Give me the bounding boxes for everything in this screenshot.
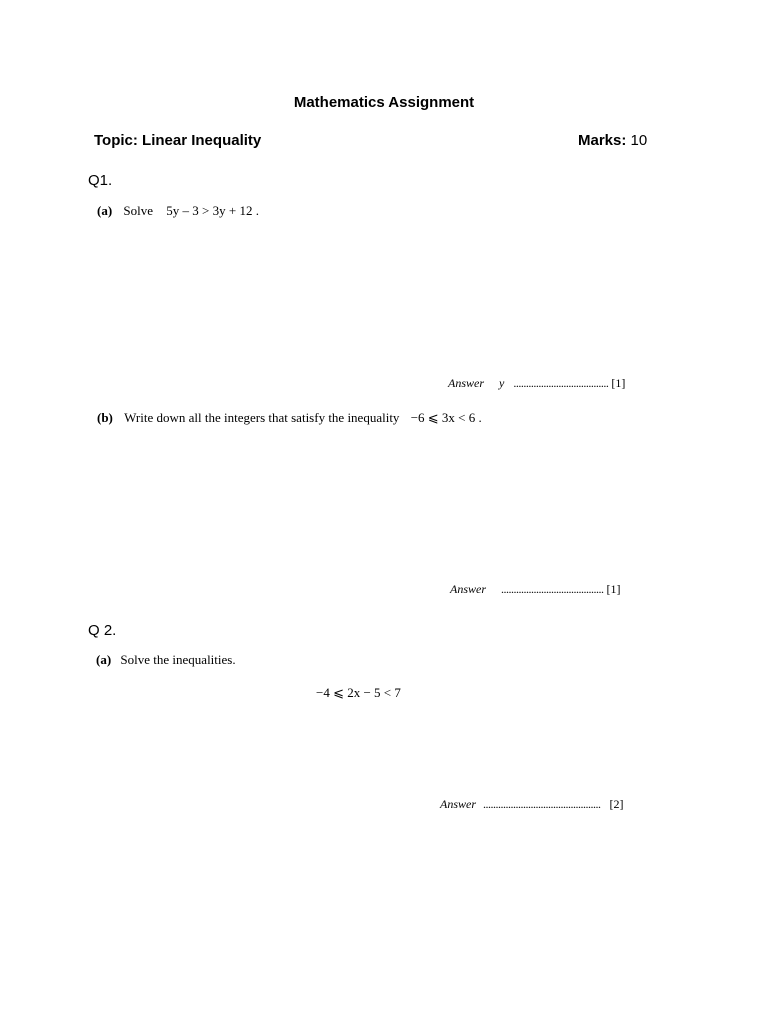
- q2a-answer-blank[interactable]: ...............................................: [483, 797, 601, 811]
- topic-label: Topic: Linear Inequality: [94, 132, 262, 149]
- question-2-label: Q 2.: [88, 622, 117, 639]
- q1a-text: Solve: [123, 203, 154, 218]
- q1a-expression: 5y – 3 > 3y + 12 .: [166, 203, 259, 218]
- marks-label-text: Marks:: [578, 132, 627, 149]
- q2a-expression: −4 ⩽ 2x − 5 < 7: [316, 685, 401, 700]
- q1a-prompt: [97, 203, 259, 219]
- q1b-text: Write down all the integers that satisfy the inequality: [124, 410, 400, 425]
- document-title: Mathematics Assignment: [293, 94, 475, 111]
- q2a-answer-line: [440, 797, 624, 812]
- q1b-expression: −6 ⩽ 3x < 6 .: [410, 410, 482, 425]
- q2a-mark: [2]: [609, 797, 624, 811]
- q1b-prompt: [97, 410, 482, 426]
- q2a-tag: (a): [96, 652, 112, 667]
- q2a-text: Solve the inequalities.: [120, 652, 236, 667]
- q1a-answer-blank[interactable]: ......................................: [513, 376, 609, 390]
- q2a-answer-label: Answer: [440, 797, 476, 811]
- q1a-answer-var: y: [499, 376, 505, 390]
- q1a-mark: [1]: [611, 376, 626, 390]
- q1b-tag: (b): [97, 410, 113, 425]
- marks-value: 10: [630, 132, 648, 149]
- marks-label: [578, 132, 647, 149]
- q1a-tag: (a): [97, 203, 113, 218]
- q1b-answer-label: Answer: [450, 582, 486, 596]
- q1a-answer-label: Answer: [448, 376, 484, 390]
- q1b-answer-line: [450, 582, 621, 597]
- question-1-label: Q1.: [88, 172, 113, 189]
- q2a-prompt: [96, 652, 236, 668]
- q1b-answer-blank[interactable]: .........................................: [501, 582, 604, 596]
- q1a-answer-line: [448, 376, 625, 391]
- q1b-mark: [1]: [606, 582, 621, 596]
